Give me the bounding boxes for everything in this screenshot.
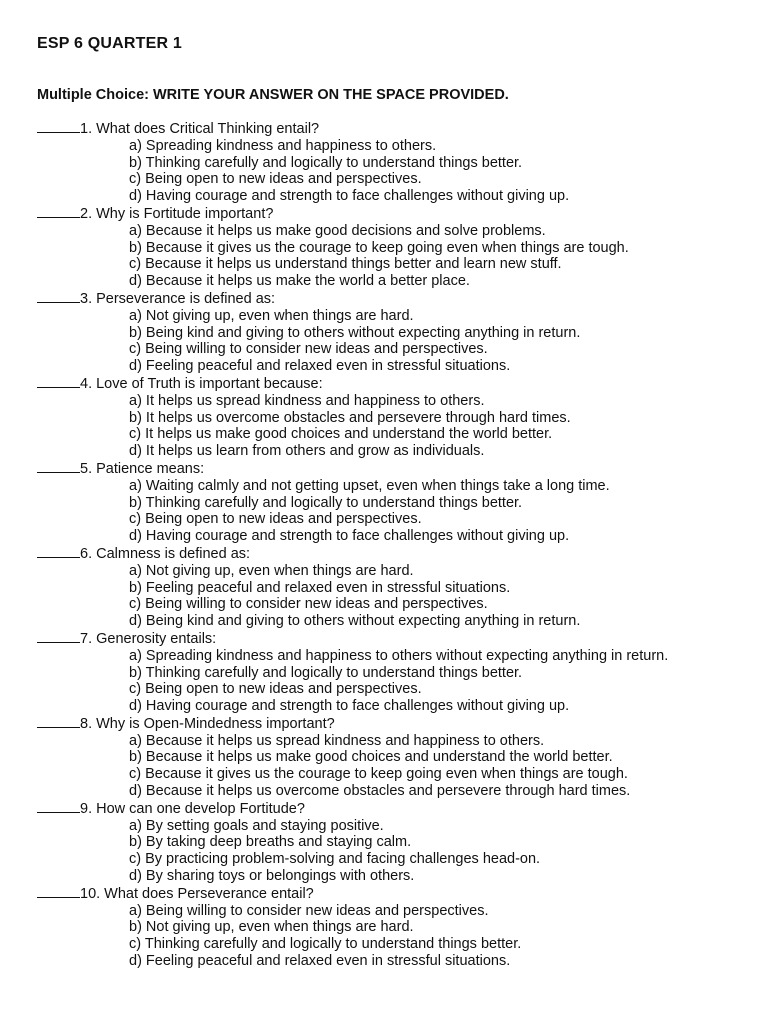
answer-choice: b) Because it gives us the courage to keep going even when things are tough. (129, 239, 629, 256)
answer-choice: b) Feeling peaceful and relaxed even in stressful situations. (129, 579, 511, 596)
answer-choice: b) Thinking carefully and logically to understand things better. (129, 154, 523, 171)
question-line (37, 205, 737, 223)
question-text: 4. Love of Truth is important because: (80, 375, 323, 392)
answer-choice: d) It helps us learn from others and grow as individuals. (129, 443, 485, 460)
answer-choice: d) Being kind and giving to others without expecting anything in return. (129, 613, 581, 630)
answer-blank[interactable] (37, 715, 80, 728)
question-item (37, 885, 737, 970)
answer-choice: c) Being open to new ideas and perspectives. (129, 511, 422, 528)
answer-choice: b) Not giving up, even when things are hard. (129, 919, 414, 936)
answer-choice: c) Being willing to consider new ideas and perspectives. (129, 341, 488, 358)
instructions: Multiple Choice: WRITE YOUR ANSWER ON THE SPACE PROVIDED. (37, 87, 509, 103)
answer-choice: c) Being open to new ideas and perspectives. (129, 681, 422, 698)
answer-choice: c) By practicing problem-solving and facing challenges head-on. (129, 851, 541, 868)
question-line (37, 545, 737, 563)
question-line (37, 290, 737, 308)
answer-blank[interactable] (37, 120, 80, 133)
answer-choice: a) By setting goals and staying positive. (129, 817, 384, 834)
question-line (37, 885, 737, 903)
answer-blank[interactable] (37, 545, 80, 558)
answer-choice: a) Not giving up, even when things are hard. (129, 307, 414, 324)
page-title: ESP 6 QUARTER 1 (37, 35, 182, 52)
question-line (37, 800, 737, 818)
answer-choice: c) Being open to new ideas and perspectives. (129, 171, 422, 188)
question-line (37, 375, 737, 393)
answer-blank[interactable] (37, 630, 80, 643)
question-item (37, 630, 737, 715)
question-text: 6. Calmness is defined as: (80, 545, 251, 562)
answer-choice: d) Because it helps us overcome obstacles and persevere through hard times. (129, 783, 631, 800)
question-item (37, 545, 737, 630)
answer-choice: c) Because it helps us understand things better and learn new stuff. (129, 256, 562, 273)
answer-choice: d) Because it helps us make the world a better place. (129, 273, 470, 290)
answer-choice: a) Because it helps us spread kindness and happiness to others. (129, 732, 545, 749)
question-text: 2. Why is Fortitude important? (80, 205, 274, 222)
answer-choice: a) Spreading kindness and happiness to others. (129, 137, 437, 154)
question-line (37, 460, 737, 478)
answer-choice: d) Having courage and strength to face challenges without giving up. (129, 528, 570, 545)
answer-choice: b) Thinking carefully and logically to understand things better. (129, 664, 523, 681)
answer-choice: a) Not giving up, even when things are hard. (129, 562, 414, 579)
answer-blank[interactable] (37, 885, 80, 898)
answer-choice: b) By taking deep breaths and staying calm. (129, 834, 412, 851)
answer-blank[interactable] (37, 205, 80, 218)
question-item (37, 375, 737, 460)
question-text: 7. Generosity entails: (80, 630, 217, 647)
question-item (37, 120, 737, 205)
answer-choice: d) Having courage and strength to face challenges without giving up. (129, 698, 570, 715)
question-line (37, 630, 737, 648)
question-item (37, 205, 737, 290)
answer-choice: b) Being kind and giving to others without expecting anything in return. (129, 324, 581, 341)
question-item (37, 715, 737, 800)
answer-choice: a) Waiting calmly and not getting upset, even when things take a long time. (129, 477, 610, 494)
question-text: 1. What does Critical Thinking entail? (80, 121, 320, 137)
question-item (37, 460, 737, 545)
answer-choice: a) Being willing to consider new ideas and perspectives. (129, 902, 489, 919)
answer-choice: c) Thinking carefully and logically to understand things better. (129, 936, 522, 953)
answer-choice: b) Because it helps us make good choices and understand the world better. (129, 749, 613, 766)
question-text: 8. Why is Open-Mindedness important? (80, 715, 335, 732)
answer-choice: a) Because it helps us make good decisions and solve problems. (129, 222, 546, 239)
answer-choice: c) It helps us make good choices and understand the world better. (129, 426, 553, 443)
question-line (37, 715, 737, 733)
answer-choice: d) Having courage and strength to face challenges without giving up. (129, 188, 570, 205)
answer-choice: a) It helps us spread kindness and happiness to others. (129, 392, 485, 409)
question-item (37, 290, 737, 375)
question-text: 5. Patience means: (80, 460, 205, 477)
answer-blank[interactable] (37, 290, 80, 303)
answer-choice: d) By sharing toys or belongings with others. (129, 868, 415, 885)
question-line (37, 120, 737, 138)
answer-choice: b) Thinking carefully and logically to understand things better. (129, 494, 523, 511)
answer-choice: c) Being willing to consider new ideas and perspectives. (129, 596, 488, 613)
answer-blank[interactable] (37, 460, 80, 473)
question-text: 9. How can one develop Fortitude? (80, 800, 305, 817)
question-item (37, 800, 737, 885)
answer-choice: d) Feeling peaceful and relaxed even in stressful situations. (129, 953, 511, 970)
answer-blank[interactable] (37, 375, 80, 388)
question-list (37, 120, 737, 970)
answer-choice: a) Spreading kindness and happiness to others without expecting anything in return. (129, 647, 669, 664)
answer-choice: d) Feeling peaceful and relaxed even in stressful situations. (129, 358, 511, 375)
answer-choice: b) It helps us overcome obstacles and persevere through hard times. (129, 409, 571, 426)
question-text: 3. Perseverance is defined as: (80, 290, 276, 307)
question-text: 10. What does Perseverance entail? (80, 885, 314, 902)
answer-choice: c) Because it gives us the courage to keep going even when things are tough. (129, 766, 628, 783)
answer-blank[interactable] (37, 800, 80, 813)
